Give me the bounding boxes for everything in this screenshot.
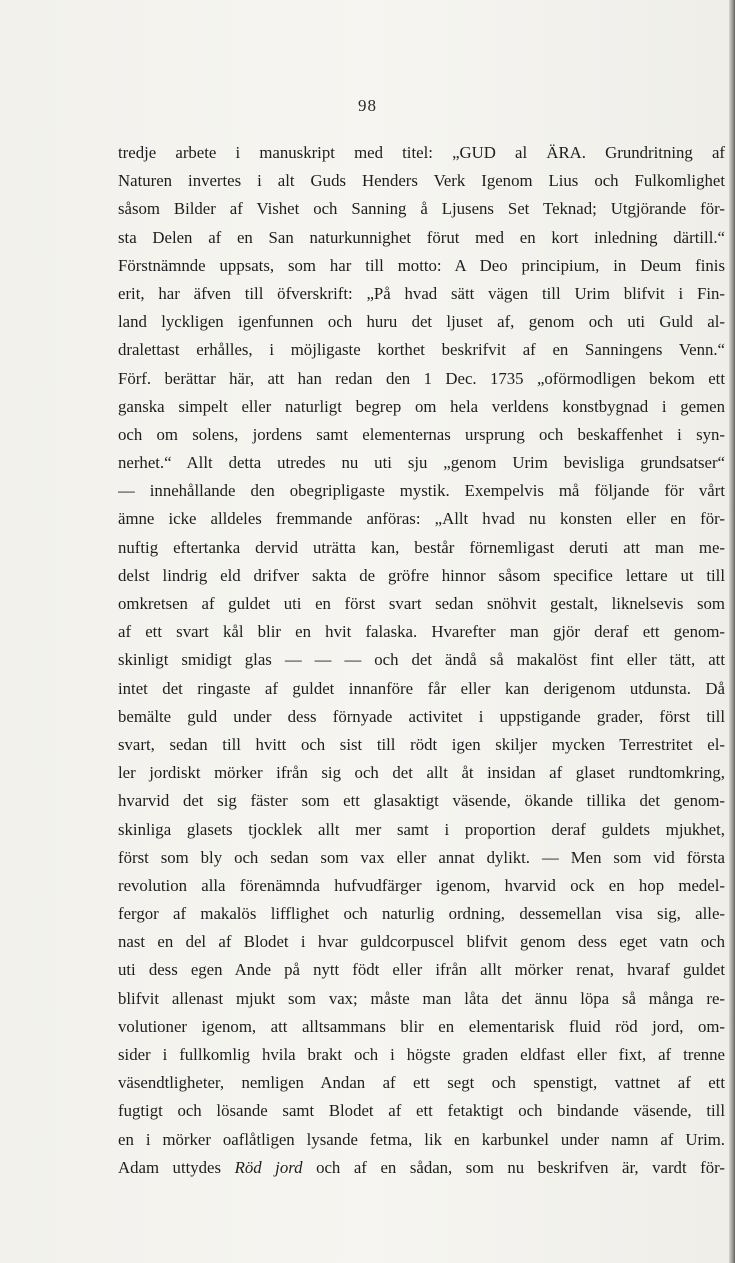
text-line: såsom Bilder af Vishet och Sanning å Ljusens Set Teknad; Utgjörande för- [118,199,725,219]
text-line: en i mörker oaflåtligen lysande fetma, lik en karbunkel under namn af Urim. [118,1129,725,1149]
text-line: nerhet.“ Allt detta utredes nu uti sju „genom Urim bevisliga grundsatser“ [118,453,725,473]
text-line: ämne icke alldeles fremmande anföras: „Allt hvad nu konsten eller en för- [118,509,725,529]
italic-phrase: Röd jord [234,1157,303,1177]
text-line: sta Delen af en San naturkunnighet förut med en kort inledning därtill.“ [118,227,725,247]
text-line: svart, sedan till hvitt och sist till rödt igen skiljer mycken Terrestritet el- [118,734,725,754]
text-line: — innehållande den obegripligaste mystik. Exempelvis må följande för vårt [118,481,725,501]
text-line: hvarvid det sig fäster som ett glasaktigt väsende, ökande tillika det genom- [118,791,725,811]
text-line: omkretsen af guldet uti en först svart sedan snöhvit gestalt, liknelsevis som [118,594,725,613]
text-line: skinliga glasets tjocklek allt mer samt i proportion deraf guldets mjukhet, [118,819,725,839]
line-end: och af en sådan, som nu beskrifven är, vardt för- [302,1157,725,1177]
text-line: ler jordiskt mörker ifrån sig och det allt åt insidan af glaset rundtomkring, [118,763,725,783]
text-line: sider i fullkomlig hvila brakt och i högste graden eldfast eller fixt, af trenne [118,1045,725,1064]
line-start: Adam uttydes [118,1157,235,1177]
text-line: väsendtligheter, nemligen Andan af ett segt och spenstigt, vattnet af ett [118,1073,725,1093]
text-line: af ett svart kål blir en hvit falaska. Hvarefter man gjör deraf ett genom- [118,622,725,642]
page-number: 98 [358,96,377,115]
text-line: skinligt smidigt glas — — — och det ändå så makalöst fint eller tätt, att [118,650,725,670]
text-line: land lyckligen igenfunnen och huru det ljuset af, genom och uti Guld al- [118,312,725,332]
text-line: nast en del af Blodet i hvar guldcorpuscel blifvit genom dess eget vatn och [118,932,725,952]
text-line: Förstnämnde uppsats, som har till motto: A Deo principium, in Deum finis [118,255,725,275]
text-line: och om solens, jordens samt elementernas ursprung och beskaffenhet i syn- [118,424,725,444]
text-line: fugtigt och lösande samt Blodet af ett fetaktigt och bindande väsende, till [118,1101,725,1121]
text-line: delst lindrig eld drifver sakta de gröfre hinnor såsom specifice lettare ut till [118,565,725,585]
text-line: fergor af makalös lifflighet och naturlig ordning, dessemellan visa sig, alle- [118,904,725,924]
page-edge-shadow [729,0,735,1263]
text-line: först som bly och sedan som vax eller annat dylikt. — Men som vid första [118,847,725,867]
text-line: bemälte guld under dess förnyade activitet i uppstigande grader, först till [118,706,725,726]
text-line: Förf. berättar här, att han redan den 1 Dec. 1735 „oförmodligen bekom ett [118,368,725,388]
text-line: nuftig eftertanka dervid uträtta kan, består förnemligast deruti att man me- [118,537,725,557]
text-line: Naturen invertes i alt Guds Henders Verk Igenom Lius och Fulkomlighet [118,171,725,191]
text-line: intet det ringaste af guldet innanföre får eller kan derigenom utdunsta. Då [118,678,725,698]
text-line: uti dess egen Ande på nytt födt eller ifrån allt mörker renat, hvaraf guldet [118,960,725,980]
text-line-final [118,1154,725,1182]
text-line: erit, har äfven till öfverskrift: „På hvad sätt vägen till Urim blifvit i Fin- [118,283,725,303]
text-line: revolution alla förenämnda hufvudfärger igenom, hvarvid ock en hop medel- [118,875,725,895]
text-line: blifvit allenast mjukt som vax; måste man låta det ännu löpa så många re- [118,988,725,1008]
text-line: volutioner igenom, att alltsammans blir en elementarisk fluid röd jord, om- [118,1016,725,1036]
text-line: ganska simpelt eller naturligt begrep om hela verldens konstbygnad i gemen [118,396,725,416]
text-line: tredje arbete i manuskript med titel: „GUD al ÄRA. Grundritning af [118,143,725,162]
body-text [118,139,725,1182]
text-line: dralettast erhålles, i möjligaste korthet beskrifvit af en Sanningens Venn.“ [118,340,725,360]
